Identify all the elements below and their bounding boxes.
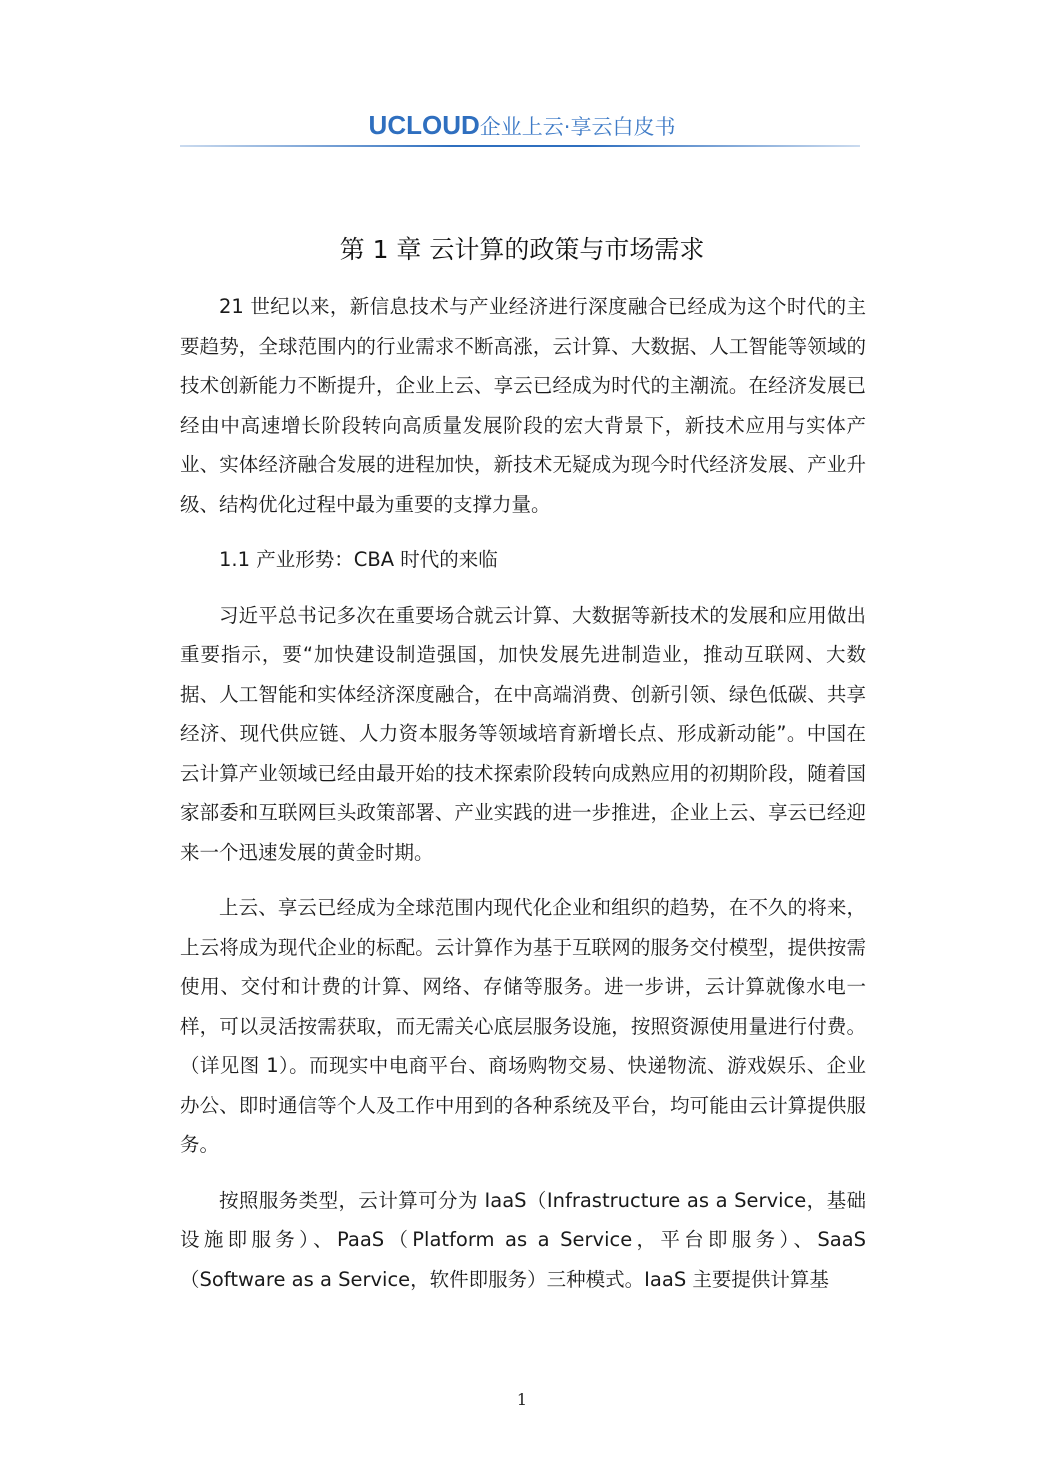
header-divider [180, 145, 860, 147]
page-number: 1 [516, 1390, 528, 1409]
section-heading: 1.1 产业形势：CBA 时代的来临 [219, 548, 498, 571]
intro-paragraph: 21 世纪以来，新信息技术与产业经济进行深度融合已经成为这个时代的主要趋势，全球范围内的行业需求不断高涨，云计算、大数据、人工智能等领域的技术创新能力不断提升，企业上云、享云已经成为时代的主潮流。在经济发展已经由中高速增长阶段转向高质量发展阶段的宏大背景下，新技术应用与实体产业、实体经济融合发展的进程加快，新技术无疑成为现今时代经济发展、产业升级、结构优化过程中最为重要的支撑力量。 [180, 295, 866, 516]
header-subtitle: 企业上云·享云白皮书 [479, 115, 676, 139]
chapter-title: 第 1 章 云计算的政策与市场需求 [339, 235, 705, 264]
body-paragraph: 习近平总书记多次在重要场合就云计算、大数据等新技术的发展和应用做出重要指示，要“加快建设制造强国，加快发展先进制造业，推动互联网、大数据、人工智能和实体经济深度融合，在中高端消费、创新引领、绿色低碳、共享经济、现代供应链、人力资本服务等领域培育新增长点、形成新动能”。中国在云计算产业领域已经由最开始的技术探索阶段转向成熟应用的初期阶段，随着国家部委和互联网巨头政策部署、产业实践的进一步推进，企业上云、享云已经迎来一个迅速发展的黄金时期。 [180, 603, 866, 864]
document-body [180, 287, 866, 1315]
body-paragraph: 按照服务类型，云计算可分为 IaaS（Infrastructure as a Service，基础设施即服务）、PaaS（Platform as a Service，平台即服务）、SaaS（Software as a Service，软件即服务）三种模式。IaaS 主要提供计算基 [180, 1188, 866, 1291]
page-header [0, 110, 1044, 142]
body-paragraph: 上云、享云已经成为全球范围内现代化企业和组织的趋势，在不久的将来，上云将成为现代企业的标配。云计算作为基于互联网的服务交付模型，提供按需使用、交付和计费的计算、网络、存储等服务。进一步讲，云计算就像水电一样，可以灵活按需获取，而无需关心底层服务设施，按照资源使用量进行付费。（详见图 1）。而现实中电商平台、商场购物交易、快递物流、游戏娱乐、企业办公、即时通信等个人及工作中用到的各种系统及平台，均可能由云计算提供服务。 [180, 896, 866, 1156]
ucloud-logo: UCLOUD [368, 110, 480, 140]
